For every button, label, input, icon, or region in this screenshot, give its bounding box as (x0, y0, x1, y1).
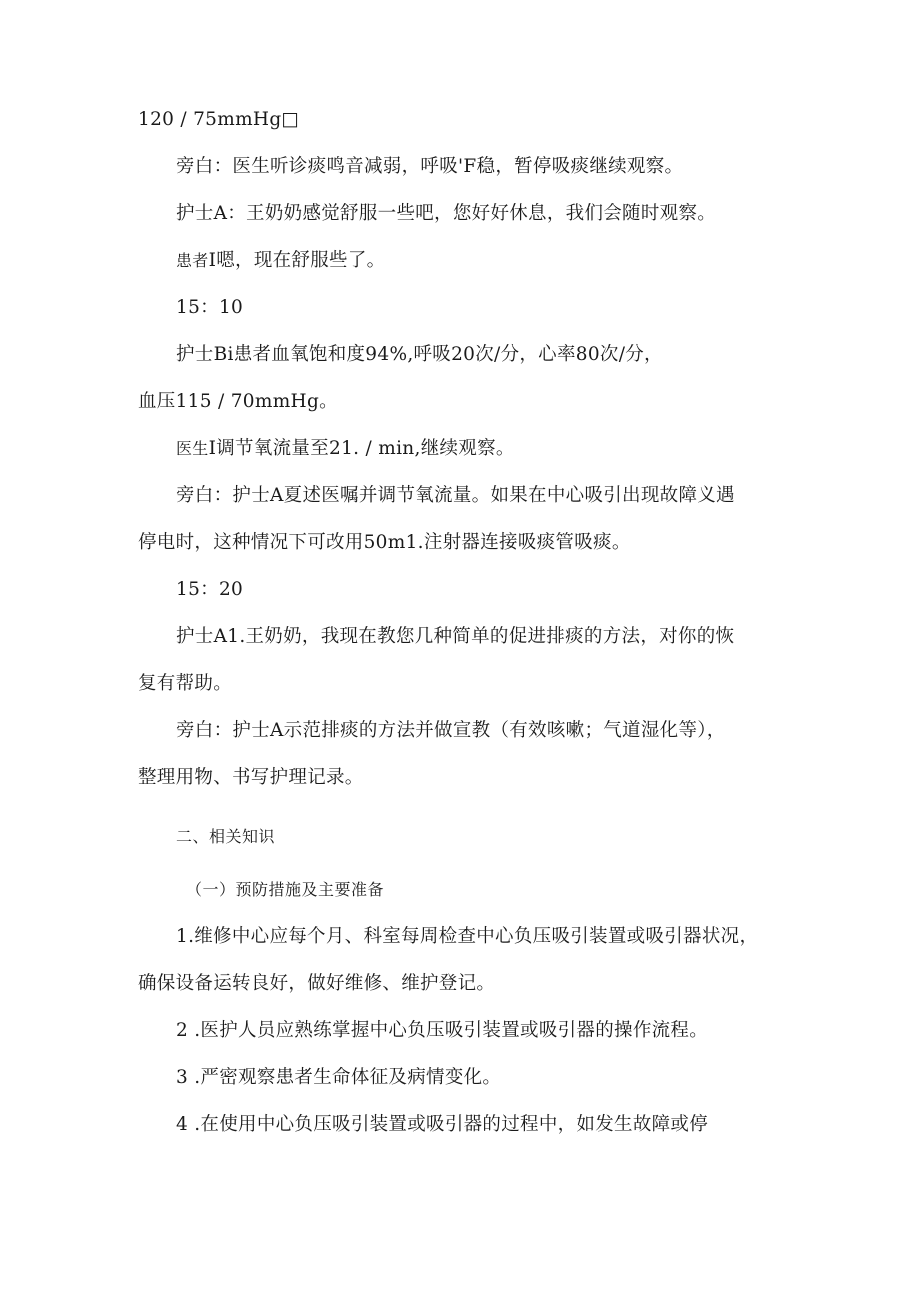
nurse-a-teaching-line-cont: 复有帮助。 (138, 673, 233, 694)
list-item-4: 4 .在使用中心负压吸引装置或吸引器的过程中，如发生故障或停 (176, 1114, 709, 1135)
narration-line-2-cont: 停电时，这种情况下可改用50m1.注射器连接吸痰管吸痰。 (138, 532, 631, 553)
narration-line-3-cont: 整理用物、书写护理记录。 (138, 767, 364, 788)
timestamp-1510: 15：10 (176, 297, 244, 318)
bp-reading-line: 120 / 75mmHg□ (138, 109, 300, 130)
timestamp-1520: 15：20 (176, 579, 244, 600)
patient-line (138, 237, 780, 284)
patient-label: 患者 (176, 251, 209, 270)
doctor-label: 医生 (176, 439, 209, 458)
doctor-text: I调节氧流量至21. / min,继续观察。 (208, 438, 515, 459)
nurse-b-line-cont: 血压115 / 70mmHg。 (138, 391, 338, 412)
nurse-a-line: 护士A：王奶奶感觉舒服一些吧，您好好休息，我们会随时观察。 (176, 203, 717, 224)
subsection-heading: （一）预防措施及主要准备 (186, 880, 385, 899)
doctor-line (138, 425, 780, 472)
section-heading: 二、相关知识 (176, 827, 276, 846)
list-item-1: 1.维修中心应每个月、科室每周检查中心负压吸引装置或吸引器状况， (176, 926, 759, 947)
narration-line-2: 旁白：护士A夏述医嘱并调节氧流量。如果在中心吸引出现故障义遇 (176, 485, 735, 506)
list-item-2: 2 .医护人员应熟练掌握中心负压吸引装置或吸引器的操作流程。 (176, 1020, 709, 1041)
narration-line: 旁白：医生听诊痰鸣音减弱，呼吸'F稳，暂停吸痰继续观察。 (176, 156, 684, 177)
nurse-b-line: 护士Bi患者血氧饱和度94%,呼吸20次/分，心率80次/分， (176, 344, 663, 365)
list-item-3: 3 .严密观察患者生命体征及病情变化。 (176, 1067, 502, 1088)
patient-text: I嗯，现在舒服些了。 (208, 250, 386, 271)
narration-line-3: 旁白：护士A示范排痰的方法并做宣教（有效咳嗽；气道湿化等）， (176, 720, 726, 741)
list-item-1-cont: 确保设备运转良好，做好维修、维护登记。 (138, 973, 496, 994)
nurse-a-teaching-line: 护士A1.王奶奶，我现在教您几种简单的促进排痰的方法，对你的恢 (176, 626, 735, 647)
